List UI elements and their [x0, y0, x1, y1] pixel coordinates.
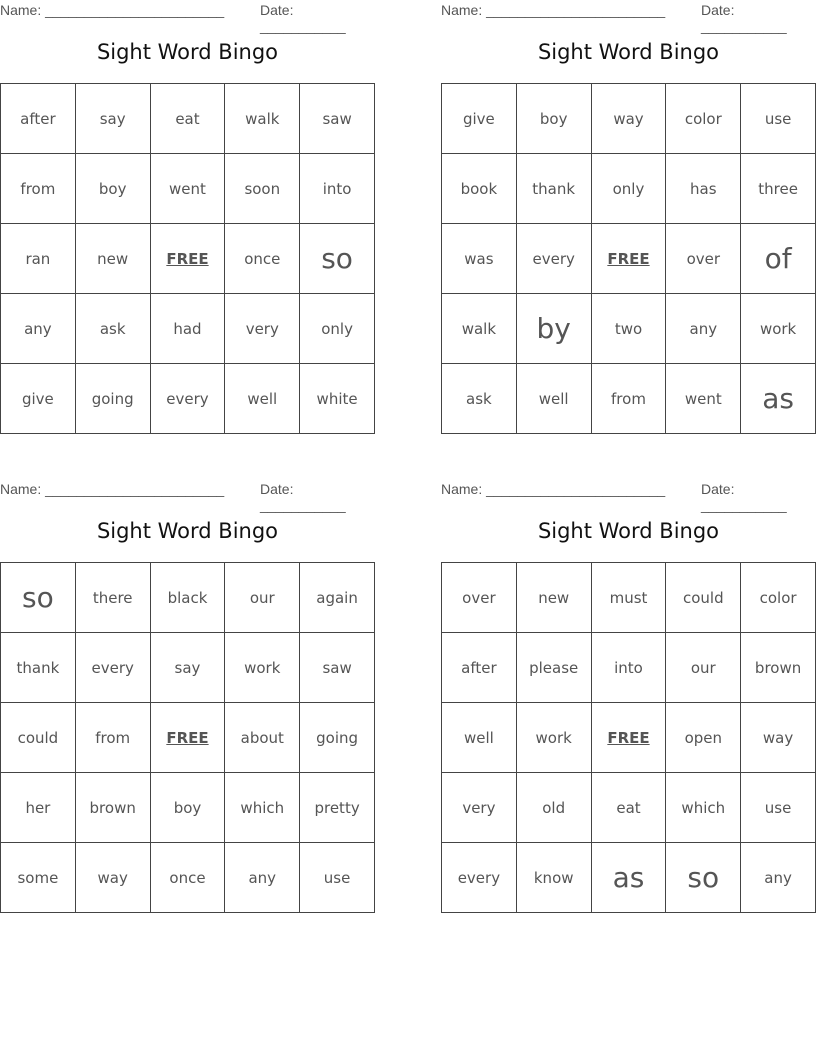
word-cell: color — [666, 84, 741, 154]
word-cell: after — [442, 633, 517, 703]
word-cell: way — [75, 843, 150, 913]
bingo-card-2 — [441, 0, 816, 415]
word-cell: brown — [741, 633, 816, 703]
word-cell: walk — [225, 84, 300, 154]
word-cell: once — [225, 224, 300, 294]
word-cell: well — [516, 364, 591, 434]
grid-row — [442, 563, 816, 633]
word-cell: after — [1, 84, 76, 154]
bingo-card-4 — [441, 479, 816, 894]
free-space-cell: FREE — [591, 703, 666, 773]
word-cell: ask — [75, 294, 150, 364]
bingo-grid — [441, 83, 816, 434]
word-cell: of — [741, 224, 816, 294]
word-cell: has — [666, 154, 741, 224]
word-cell: boy — [150, 773, 225, 843]
word-cell: use — [300, 843, 375, 913]
word-cell: very — [225, 294, 300, 364]
card-title: Sight Word Bingo — [96, 519, 279, 543]
word-cell: ran — [1, 224, 76, 294]
word-cell: walk — [442, 294, 517, 364]
word-cell: every — [75, 633, 150, 703]
word-cell: only — [300, 294, 375, 364]
grid-row — [1, 364, 375, 434]
word-cell: saw — [300, 633, 375, 703]
grid-row — [1, 84, 375, 154]
word-cell: work — [516, 703, 591, 773]
word-cell: saw — [300, 84, 375, 154]
word-cell: thank — [1, 633, 76, 703]
word-cell: which — [666, 773, 741, 843]
word-cell: work — [741, 294, 816, 364]
word-cell: any — [225, 843, 300, 913]
word-cell: boy — [75, 154, 150, 224]
word-cell: eat — [591, 773, 666, 843]
word-cell: three — [741, 154, 816, 224]
name-field: Name: _______________________ — [441, 2, 666, 18]
card-title: Sight Word Bingo — [537, 519, 720, 543]
word-cell: which — [225, 773, 300, 843]
word-cell: say — [75, 84, 150, 154]
word-cell: two — [591, 294, 666, 364]
word-cell: brown — [75, 773, 150, 843]
date-field: Date: ___________ — [260, 2, 346, 34]
word-cell: every — [516, 224, 591, 294]
word-cell: there — [75, 563, 150, 633]
date-field: Date: ___________ — [701, 481, 787, 513]
word-cell: give — [442, 84, 517, 154]
word-cell: from — [591, 364, 666, 434]
word-cell: black — [150, 563, 225, 633]
free-space-cell: FREE — [150, 224, 225, 294]
date-field: Date: ___________ — [260, 481, 346, 513]
word-cell: by — [516, 294, 591, 364]
word-cell: give — [1, 364, 76, 434]
word-cell: well — [225, 364, 300, 434]
free-space-cell: FREE — [591, 224, 666, 294]
bingo-grid — [0, 562, 375, 913]
word-cell: about — [225, 703, 300, 773]
grid-row — [1, 154, 375, 224]
grid-row — [1, 224, 375, 294]
word-cell: thank — [516, 154, 591, 224]
word-cell: book — [442, 154, 517, 224]
word-cell: say — [150, 633, 225, 703]
word-cell: into — [300, 154, 375, 224]
word-cell: over — [442, 563, 517, 633]
word-cell: color — [741, 563, 816, 633]
word-cell: old — [516, 773, 591, 843]
word-cell: her — [1, 773, 76, 843]
word-cell: from — [1, 154, 76, 224]
word-cell: new — [75, 224, 150, 294]
bingo-card-1 — [0, 0, 375, 408]
word-cell: every — [150, 364, 225, 434]
word-cell: as — [741, 364, 816, 434]
word-cell: our — [666, 633, 741, 703]
grid-row — [442, 633, 816, 703]
grid-row — [442, 773, 816, 843]
word-cell: was — [442, 224, 517, 294]
card-header — [441, 0, 816, 34]
grid-row — [442, 703, 816, 773]
free-space-cell: FREE — [150, 703, 225, 773]
word-cell: so — [300, 224, 375, 294]
word-cell: again — [300, 563, 375, 633]
word-cell: could — [666, 563, 741, 633]
grid-row — [1, 294, 375, 364]
grid-row — [1, 563, 375, 633]
grid-row — [442, 224, 816, 294]
word-cell: every — [442, 843, 517, 913]
name-field: Name: _______________________ — [0, 481, 225, 497]
word-cell: over — [666, 224, 741, 294]
grid-row — [442, 843, 816, 913]
grid-row — [442, 294, 816, 364]
date-field: Date: ___________ — [701, 2, 787, 34]
word-cell: very — [442, 773, 517, 843]
word-cell: open — [666, 703, 741, 773]
name-field: Name: _______________________ — [441, 481, 666, 497]
word-cell: any — [666, 294, 741, 364]
word-cell: as — [591, 843, 666, 913]
grid-row — [1, 703, 375, 773]
word-cell: once — [150, 843, 225, 913]
bingo-grid — [0, 83, 375, 434]
word-cell: soon — [225, 154, 300, 224]
grid-row — [442, 84, 816, 154]
grid-row — [1, 843, 375, 913]
card-title: Sight Word Bingo — [537, 40, 720, 64]
card-header — [0, 479, 375, 513]
word-cell: from — [75, 703, 150, 773]
word-cell: white — [300, 364, 375, 434]
word-cell: know — [516, 843, 591, 913]
word-cell: eat — [150, 84, 225, 154]
card-header — [0, 0, 375, 34]
word-cell: so — [666, 843, 741, 913]
word-cell: please — [516, 633, 591, 703]
word-cell: any — [1, 294, 76, 364]
word-cell: our — [225, 563, 300, 633]
word-cell: some — [1, 843, 76, 913]
word-cell: use — [741, 84, 816, 154]
grid-row — [442, 154, 816, 224]
card-title: Sight Word Bingo — [96, 40, 279, 64]
grid-row — [1, 773, 375, 843]
grid-row — [442, 364, 816, 434]
word-cell: went — [666, 364, 741, 434]
bingo-grid — [441, 562, 816, 913]
word-cell: well — [442, 703, 517, 773]
word-cell: had — [150, 294, 225, 364]
word-cell: could — [1, 703, 76, 773]
word-cell: must — [591, 563, 666, 633]
word-cell: into — [591, 633, 666, 703]
card-header — [441, 479, 816, 513]
grid-row — [1, 633, 375, 703]
bingo-card-3 — [0, 479, 375, 887]
word-cell: ask — [442, 364, 517, 434]
word-cell: use — [741, 773, 816, 843]
word-cell: going — [75, 364, 150, 434]
name-field: Name: _______________________ — [0, 2, 225, 18]
word-cell: boy — [516, 84, 591, 154]
word-cell: only — [591, 154, 666, 224]
word-cell: so — [1, 563, 76, 633]
word-cell: going — [300, 703, 375, 773]
word-cell: new — [516, 563, 591, 633]
word-cell: work — [225, 633, 300, 703]
word-cell: went — [150, 154, 225, 224]
word-cell: way — [591, 84, 666, 154]
word-cell: pretty — [300, 773, 375, 843]
word-cell: way — [741, 703, 816, 773]
word-cell: any — [741, 843, 816, 913]
